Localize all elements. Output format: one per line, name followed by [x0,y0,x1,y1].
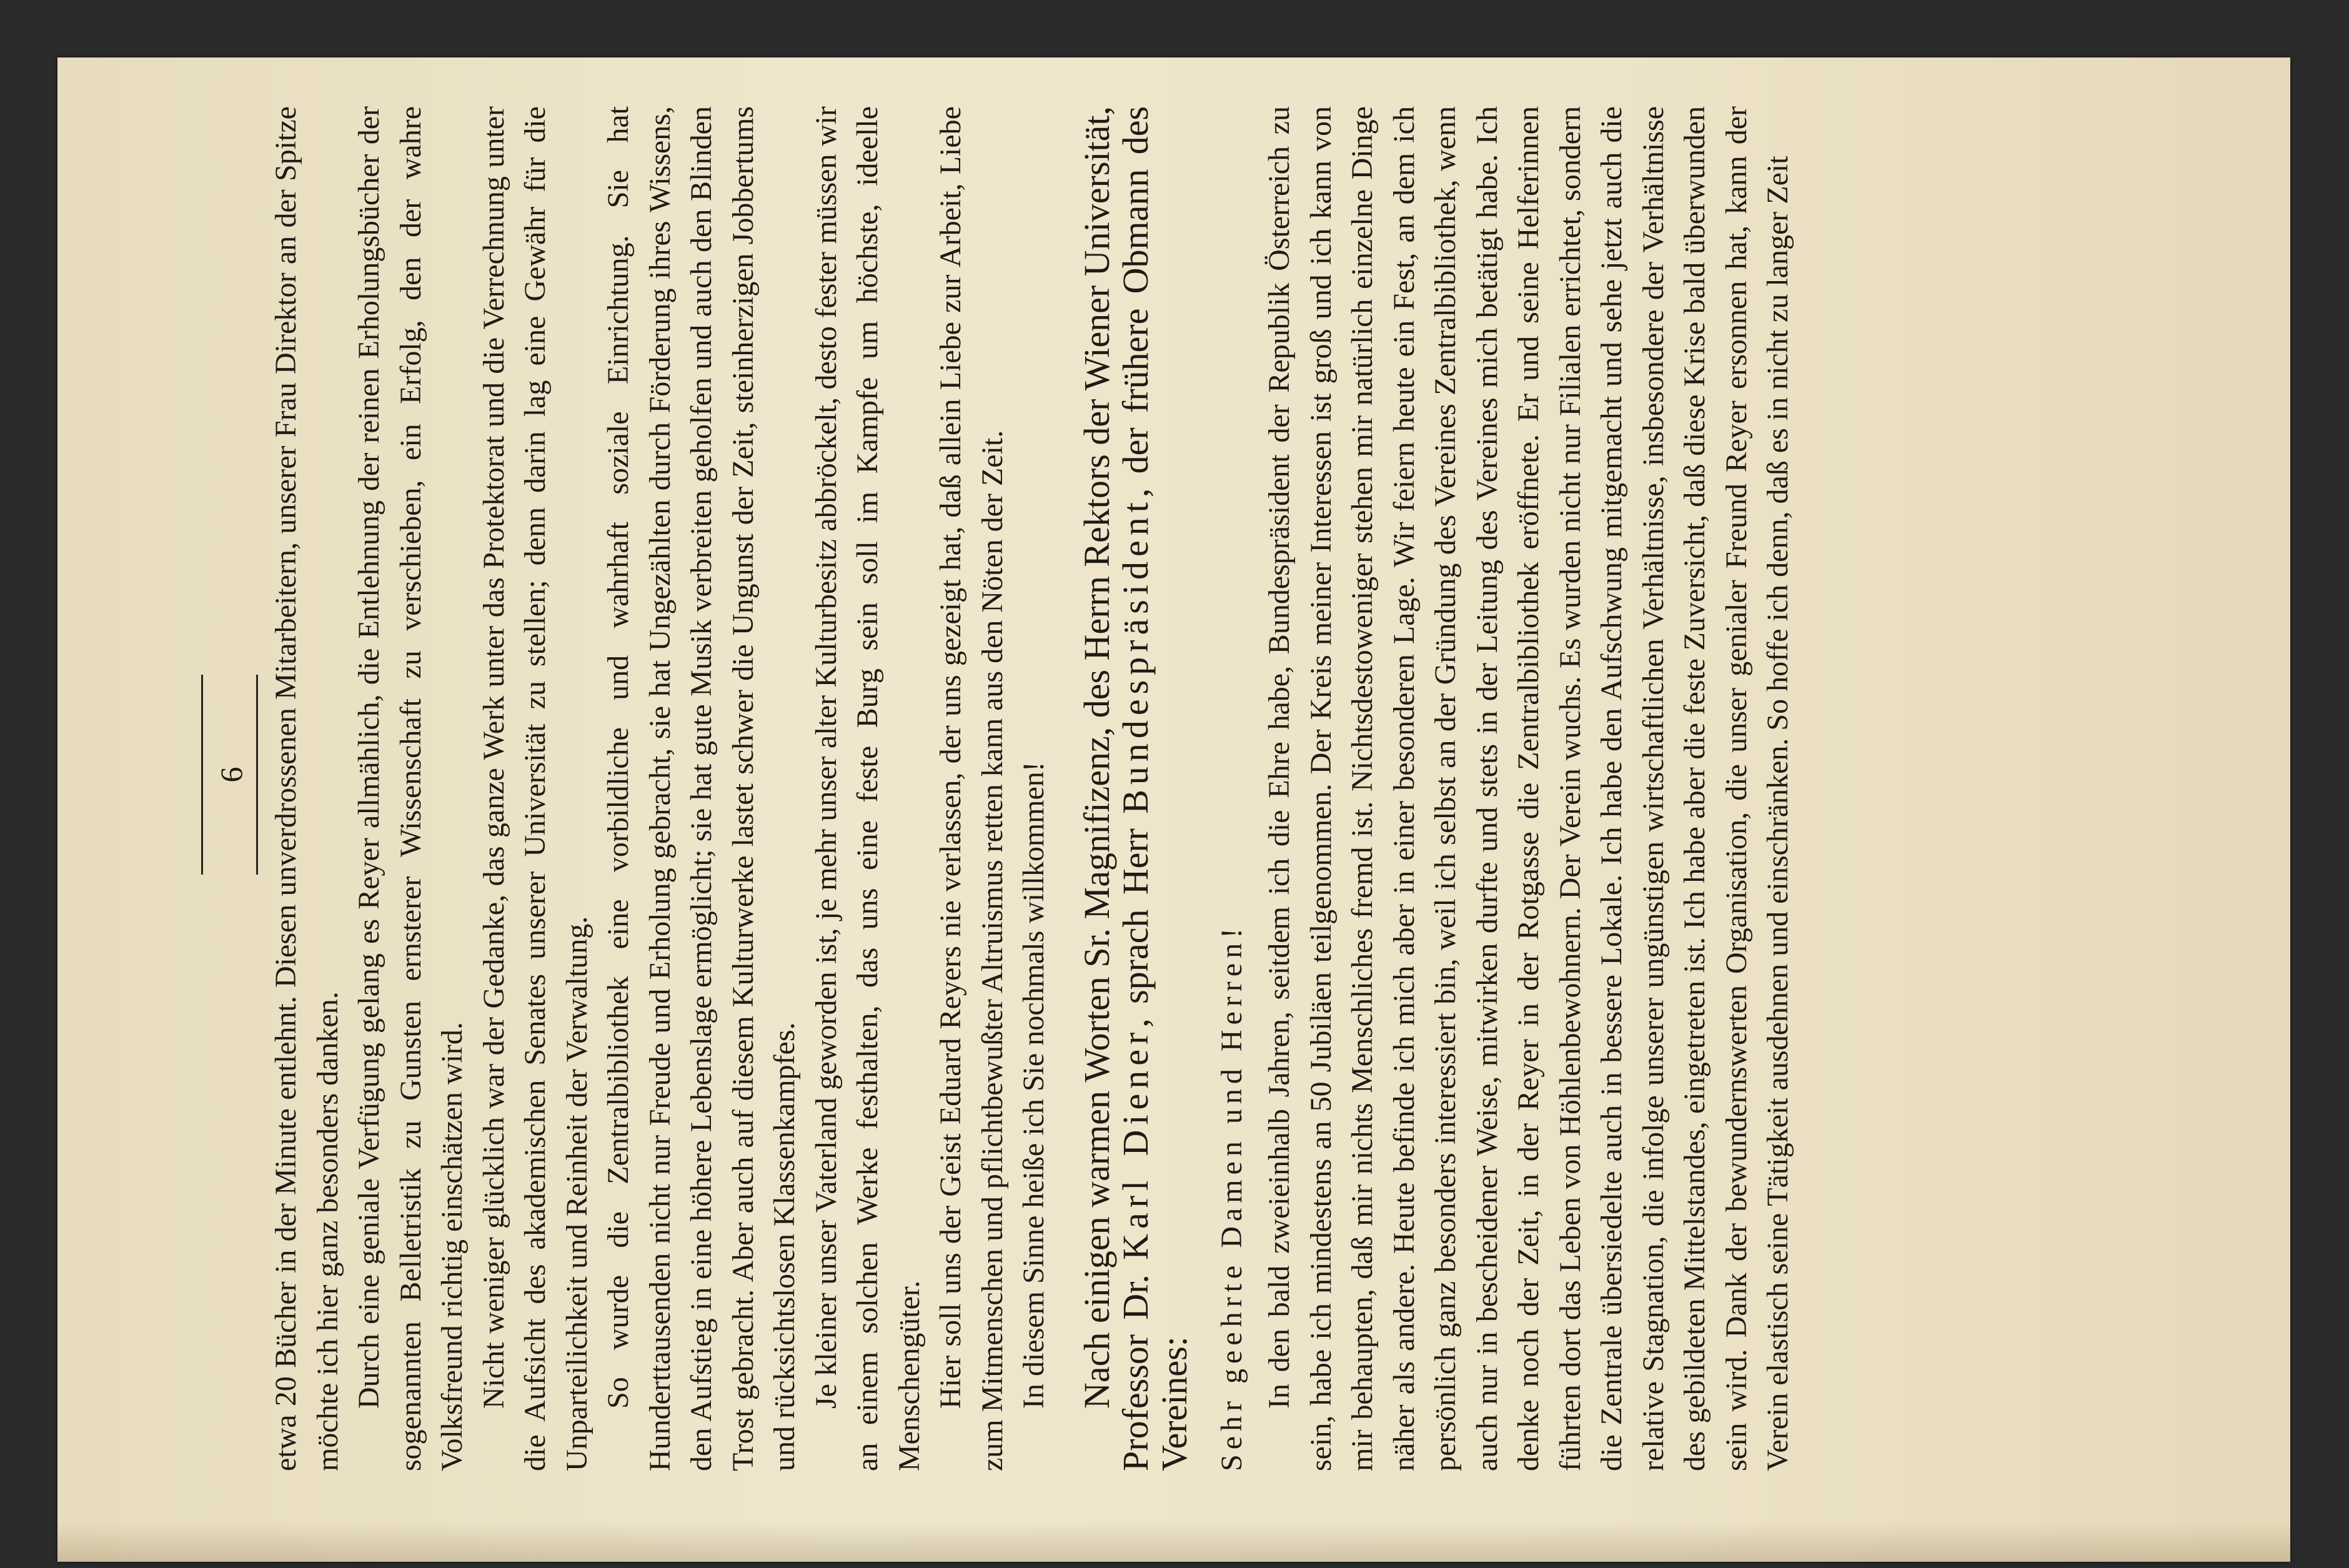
paragraph: etwa 20 Bücher in der Minute entlehnt. Diesen unverdrossenen Mitarbeitern, unserer Frau Direktor an der Spitze möchte ich hier ganz besonders danken. [269,106,344,1471]
paragraph: Hier soll uns der Geist Eduard Reyers nie verlassen, der uns gezeigt hat, daß allein Liebe zur Arbeit, Liebe zum Mitmenschen und pflichtbewußter Altruismus retten kann aus den Nöten der Zeit. [934,106,1009,1471]
paragraph: Durch eine geniale Verfügung gelang es Reyer allmählich, die Entlehnung der reinen Erholungsbücher der sogenannten Belletristik zu Gunsten ernsterer Wissenschaft zu verschieben, ein Erfolg, den der wahre Volksfreund richtig einschätzen wird. [352,106,469,1471]
intro-text: , sprach Herr [1115,813,1156,1028]
paragraph: Nicht weniger glücklich war der Gedanke, das ganze Werk unter das Protektorat und die Verrechnung unter die Aufsicht des akademischen Senates unserer Universität zu stellen; denn darin lag eine Gewähr für die Unparteilichkeit und Reinheit der Verwaltung. [477,106,593,1471]
speaker-name: Karl Diener [1115,1027,1156,1260]
speaker-intro [1078,106,1194,1471]
salutation: Sehr geehrte Damen und Herren! [1214,923,1248,1471]
speech-paragraph: In den bald zweieinhalb Jahren, seitdem ich die Ehre habe, Bundespräsident der Republik Österreich zu sein, habe ich mindestens an 50 Jubiläen teilgenommen. Der Kreis meiner Interessen ist groß und ich kann von mir behaupten, daß mir nichts Menschliches fremd ist. Nichtsdestoweniger stehen mir natürlich einzelne Dinge näher als andere. Heute befinde ich mich aber in einer besonderen Lage. Wir feiern heute ein Fest, an dem ich persönlich ganz besonders interessiert bin, weil ich selbst an der Gründung des Vereines Zentralbibliothek, wenn auch nur in bescheidener Weise, mitwirken durfte und stets in der Leitung des Vereines mich betätigt habe. Ich denke noch der Zeit, in der Reyer in der Rotgasse die Zentralbibliothek eröffnete. Er und seine Helferinnen führten dort das Leben von Höhlenbewohnern. Der Verein wuchs. Es wurden nicht nur Filialen errichtet, sondern die Zentrale übersiedelte auch in bessere Lokale. Ich habe den Aufschwung mitgemacht und sehe jetzt auch die relative Stagnation, die infolge unserer ungünstigen wirtschaftlichen Verhältnisse, insbesondere der Verhältnisse des gebildeten Mittelstandes, eingetreten ist. Ich habe aber die feste Zuversicht, daß diese Krise bald überwunden sein wird. Dank der bewundernswerten Organisation, die unser genialer Freund Reyer ersonnen hat, kann der Verein elastisch seine Tätigkeit ausdehnen und einschränken. So hoffe ich denn, daß es in nicht zu langer Zeit [1263,106,1794,1471]
paragraph: Je kleiner unser Vaterland geworden ist, je mehr unser alter Kulturbesitz abbröckelt, desto fester müssen wir an einem solchen Werke festhalten, das uns eine feste Burg sein soll im Kampfe um höchste, ideelle Menschengüter. [809,106,926,1471]
paragraph: So wurde die Zentralbibliothek eine vorbildliche und wahrhaft soziale Einrichtung. Sie hat Hunderttausenden nicht nur Freude und Erholung gebracht, sie hat Ungezählten durch Förderung ihres Wissens, den Aufstieg in eine höhere Lebenslage ermöglicht; sie hat gute Musik verbreiten geholfen und auch den Blinden Trost gebracht. Aber auch auf diesem Kulturwerke lastet schwer die Ungunst der Zeit, steinherzigen Jobbertums und rücksichtslosen Klassenkampfes. [602,106,801,1471]
intro-text: Nach einigen warmen Worten Sr. Magnifizenz, des Herrn Rektors der Wiener Universität, Professor Dr. [1076,106,1156,1471]
page-number-rule-bottom [256,675,258,875]
speaker-title: Bundespräsident [1115,497,1156,814]
page-number: 6 [214,767,249,783]
paragraph: In diesem Sinne heiße ich Sie nochmals willkommen! [1017,762,1050,1409]
intro-text: , der frühere Obmann des Vereines: [1115,106,1194,1471]
text-column [266,106,1799,1471]
page-number-rule-top [201,675,203,875]
